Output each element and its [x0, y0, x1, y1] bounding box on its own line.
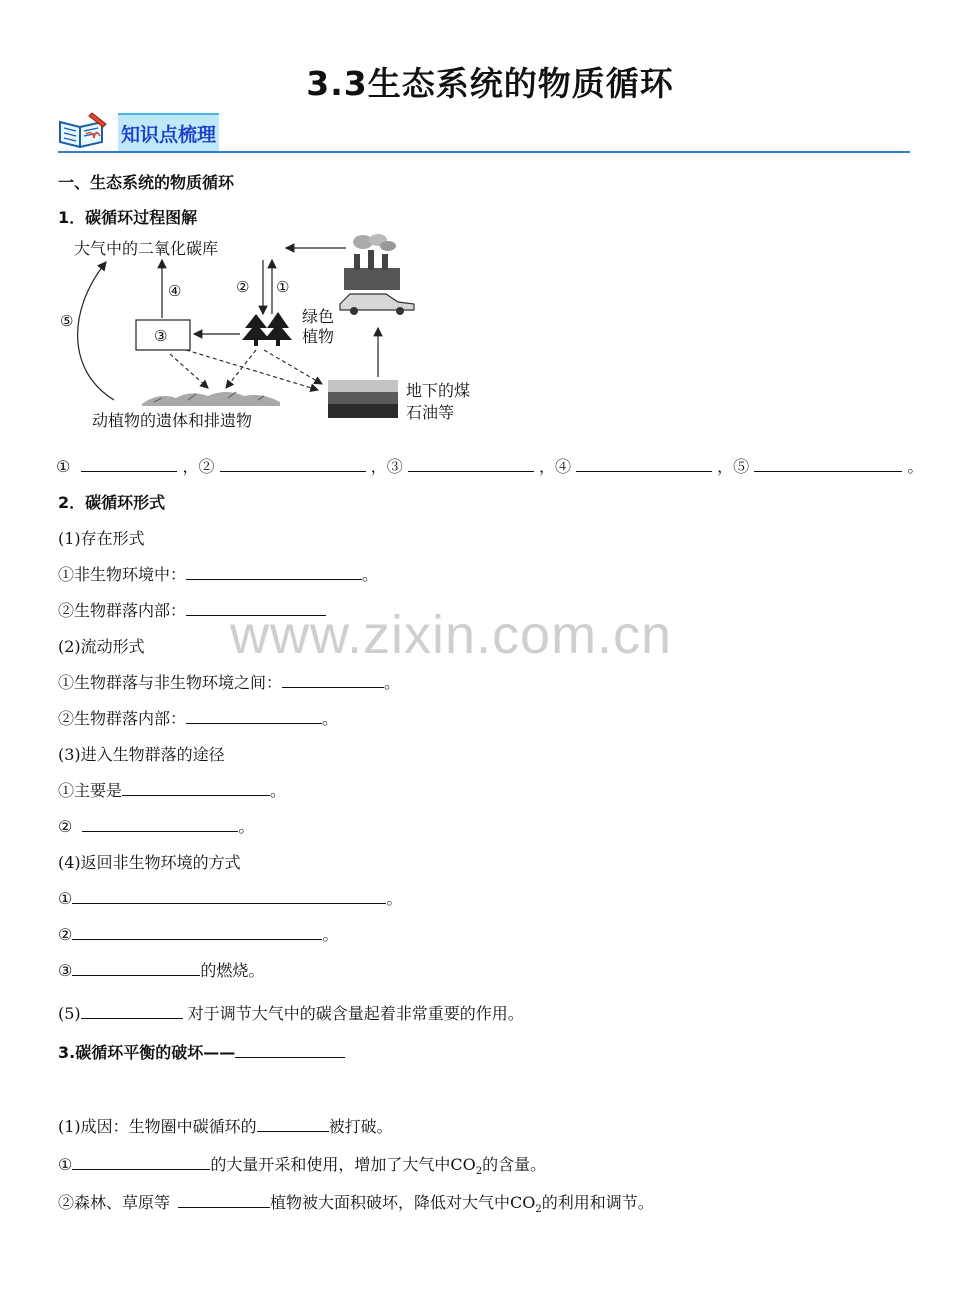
blank-abiotic-form[interactable]: [186, 562, 362, 580]
fossil-layer-icon: [328, 380, 398, 418]
q-cause-tail: 被打破。: [328, 1117, 393, 1136]
q-return-1-label: ①: [58, 889, 73, 908]
period: 。: [322, 925, 339, 944]
q-cause-fossil-tail: 的大量开采和使用，增加了大气中: [210, 1155, 451, 1174]
label-2: ②: [236, 278, 250, 296]
atmosphere-label: 大气中的二氧化碳库: [74, 239, 219, 258]
blank-flow-within[interactable]: [186, 706, 322, 724]
q-return-3-label: ③: [58, 961, 73, 980]
subheading-imbalance: [58, 1040, 345, 1063]
q-flow-forms: (2)流动形式: [58, 637, 145, 656]
blank-flow-between[interactable]: [282, 670, 384, 688]
period: 。: [238, 817, 255, 836]
blank-regulation[interactable]: [81, 1001, 183, 1019]
co2-text: $CO_2$: [450, 1155, 483, 1178]
q-return-3: [58, 958, 264, 981]
q-flow-within: [58, 706, 338, 729]
q-cause-fossil-end: 的含量。: [482, 1155, 547, 1174]
dashed-arrow-plant-remains: [226, 350, 256, 388]
remains-label: 动植物的遗体和排遗物: [92, 411, 253, 430]
diagram-answer-row: [56, 454, 923, 477]
blank-return-2[interactable]: [72, 922, 322, 940]
answer-blank-3[interactable]: [408, 454, 534, 472]
q-cause-forest-end: 的利用和调节。: [541, 1193, 654, 1212]
blank-cause-forest[interactable]: [178, 1190, 270, 1208]
q-flow-between-label: ①生物群落与非生物环境之间：: [58, 673, 283, 692]
subheading-carbon-forms: 2．碳循环形式: [58, 493, 166, 512]
q-return-ways: (4)返回非生物环境的方式: [58, 853, 241, 872]
answer-label-1: ①: [56, 457, 71, 476]
co2-text: $CO_2$: [510, 1193, 542, 1216]
answer-blank-4[interactable]: [576, 454, 712, 472]
q-cause-label: (1)成因：生物圈中碳循环的: [58, 1117, 257, 1136]
q-existence-forms: (1)存在形式: [58, 529, 145, 548]
watermark: www.zixin.com.cn: [230, 605, 673, 665]
dashed-arrow-consumer-remains: [170, 354, 208, 388]
q-return-3-tail: 的燃烧。: [200, 961, 265, 980]
q-biotic-label: ②生物群落内部：: [58, 601, 187, 620]
blank-imbalance[interactable]: [235, 1040, 345, 1058]
label-3: ③: [154, 327, 168, 345]
q-entry-other: [58, 814, 254, 837]
q-cause-fossil: [58, 1152, 546, 1177]
period: 。: [386, 889, 403, 908]
remains-pile-icon: [142, 392, 280, 406]
blank-return-3[interactable]: [72, 958, 200, 976]
label-1: ①: [276, 278, 290, 296]
blank-entry-main[interactable]: [122, 778, 270, 796]
q-entry-main: [58, 778, 286, 801]
answer-blank-2[interactable]: [220, 454, 366, 472]
q-entry-main-label: ①主要是: [58, 781, 123, 800]
arrow-decomposition: [78, 262, 114, 400]
label-4: ④: [168, 282, 182, 300]
q-cause-forest-head: ②森林、草原等: [58, 1193, 171, 1212]
q-cause-forest: [58, 1190, 654, 1215]
period: 。: [384, 673, 401, 692]
book-icon: [56, 110, 110, 150]
tree-icon: [242, 312, 292, 346]
blank-cause-fossil[interactable]: [72, 1152, 210, 1170]
imbalance-label: 3.碳循环平衡的破坏——: [58, 1043, 236, 1062]
subheading-carbon-cycle-diagram: 1．碳循环过程图解: [58, 208, 198, 227]
dashed-arrow-plant-fossil: [264, 350, 322, 384]
answer-label-3: ，③: [370, 457, 403, 476]
blank-entry-other[interactable]: [82, 814, 238, 832]
q-return-2: [58, 922, 338, 945]
answer-blank-5[interactable]: [754, 454, 902, 472]
blank-return-1[interactable]: [72, 886, 386, 904]
q-entry-other-label: ②: [58, 817, 73, 836]
q-abiotic-form: [58, 562, 378, 585]
plants-label-line1: 绿色: [302, 307, 335, 326]
answer-end: 。: [907, 457, 924, 476]
q-cause-forest-tail: 植物被大面积破坏，降低对大气中: [270, 1193, 511, 1212]
fossil-label-line1: 地下的煤: [406, 381, 471, 400]
fossil-label-line2: 石油等: [406, 403, 455, 422]
q-cause-fossil-head: ①: [58, 1155, 73, 1174]
heading-material-cycle: 一、生态系统的物质循环: [58, 173, 235, 192]
answer-label-5: ，⑤: [717, 457, 750, 476]
carbon-cycle-diagram: [58, 232, 508, 432]
period: 。: [270, 781, 287, 800]
q-flow-within-label: ②生物群落内部：: [58, 709, 187, 728]
q-regulation-label: (5): [58, 1004, 81, 1023]
dashed-arrow-consumer-fossil: [186, 350, 318, 390]
page-title: 3.3生态系统的物质循环: [306, 64, 674, 103]
section-divider: [58, 151, 910, 153]
q-return-1: [58, 886, 402, 909]
plants-label-line2: 植物: [302, 327, 335, 346]
label-5: ⑤: [60, 312, 74, 330]
q-abiotic-label: ①非生物环境中：: [58, 565, 187, 584]
car-icon: [340, 294, 414, 315]
q-regulation: [58, 1001, 524, 1024]
period: 。: [362, 565, 379, 584]
section-label: 知识点梳理: [118, 113, 219, 151]
blank-cause[interactable]: [257, 1114, 329, 1132]
answer-label-4: ，④: [538, 457, 571, 476]
q-flow-between: [58, 670, 400, 693]
period: 。: [322, 709, 339, 728]
factory-icon: [344, 234, 400, 290]
q-regulation-tail: 对于调节大气中的碳含量起着非常重要的作用。: [187, 1004, 524, 1023]
q-entry-pathways: (3)进入生物群落的途径: [58, 745, 225, 764]
answer-label-2: ，②: [182, 457, 215, 476]
q-cause: [58, 1114, 393, 1137]
answer-blank-1[interactable]: [81, 454, 177, 472]
q-return-2-label: ②: [58, 925, 73, 944]
